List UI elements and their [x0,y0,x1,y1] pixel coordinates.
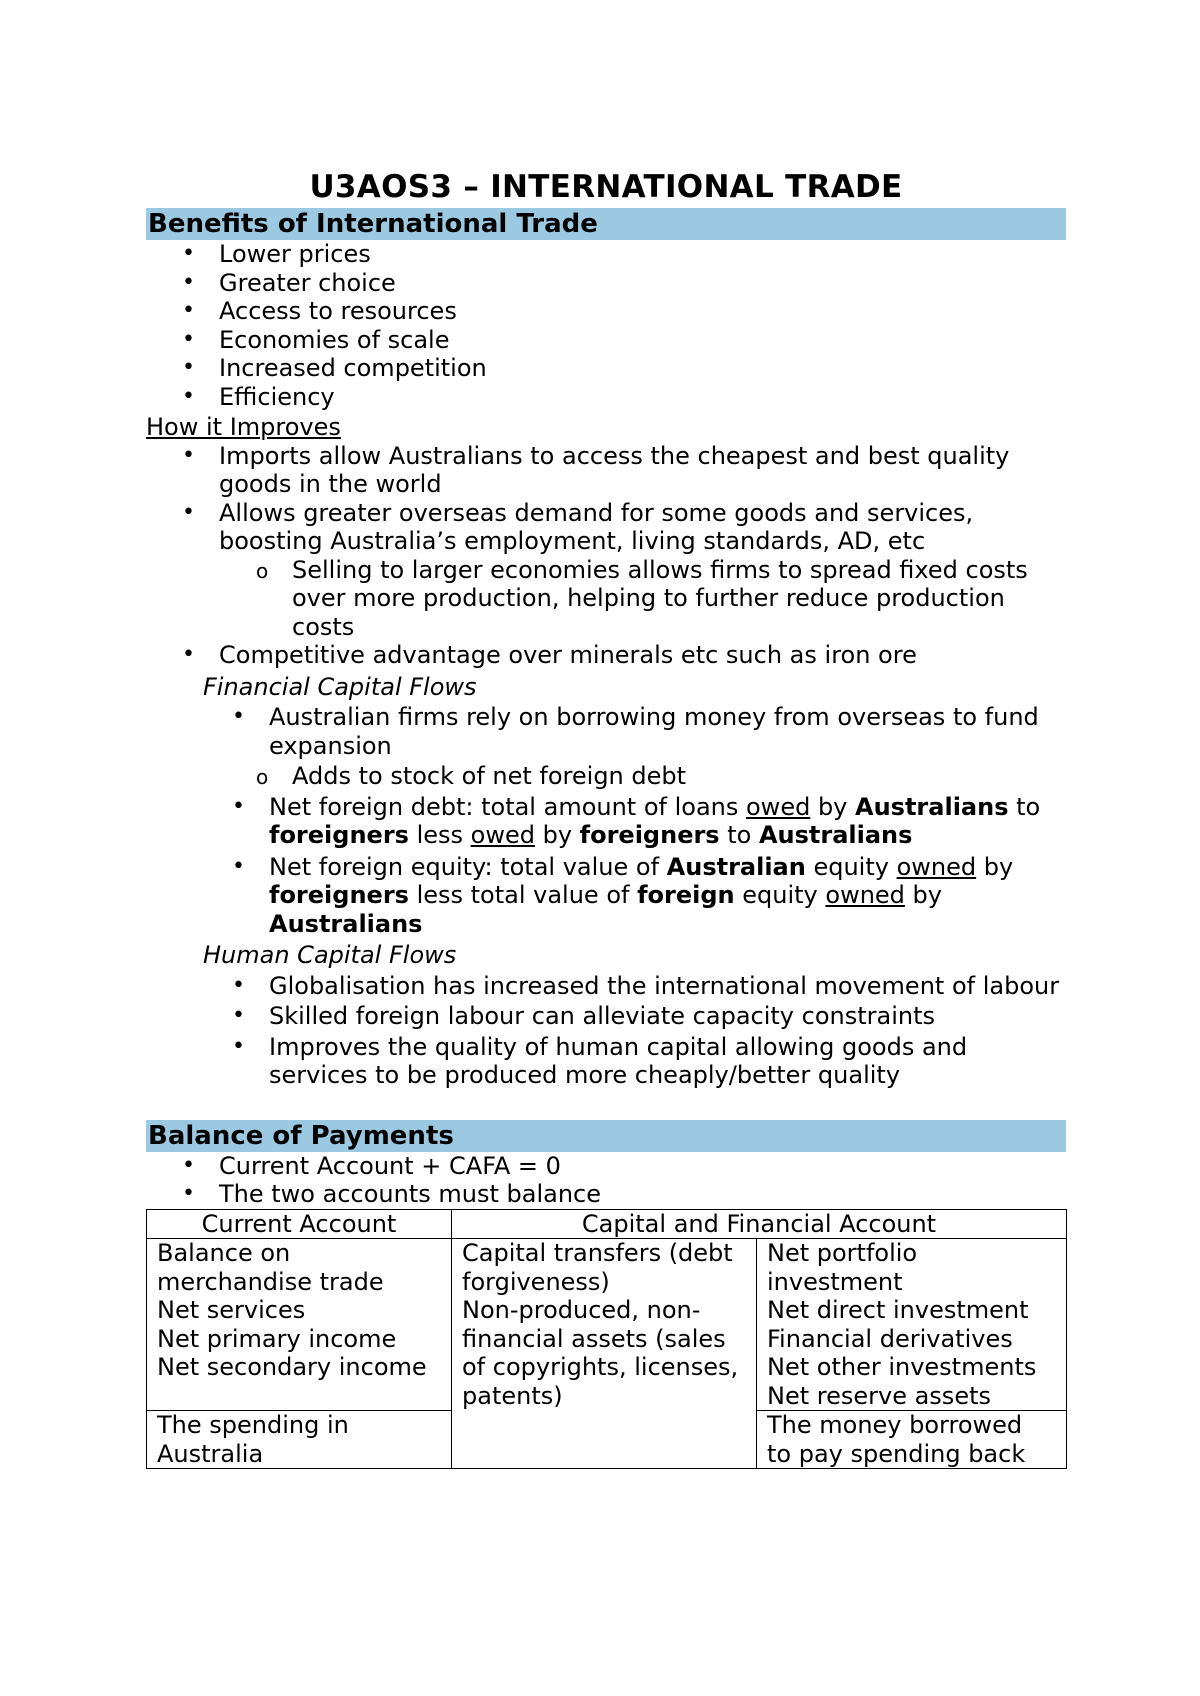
cell-line: Financial derivatives [767,1324,1013,1353]
text-run: by [904,881,942,909]
benefits-list [146,240,1066,411]
text-run: Australians [758,821,913,849]
list-item: o Selling to larger economies allows firms to spread fixed costs over more production, helping to further reduce production costs [146,556,1066,642]
how-it-improves-heading: How it Improves [146,413,341,441]
list-item: • Allows greater overseas demand for some goods and services, boosting Australia’s employment, living standards, AD, etc [146,499,1066,556]
net-foreign-debt-item [146,793,1066,850]
cell-line: Net portfolio [767,1239,918,1267]
list-item: • Competitive advantage over minerals etc such as iron ore [146,641,1066,670]
cell-line: Net reserve assets [767,1381,991,1410]
text-run: Australian [666,852,806,881]
financial-capital-heading: Financial Capital Flows [203,672,477,701]
list-item: • Globalisation has increased the international movement of labour [146,972,1066,1001]
text-run: owned [825,881,905,909]
text-run: foreigners [269,821,409,849]
financial-account-cell [757,1239,1067,1411]
list-item: • Skilled foreign labour can alleviate capacity constraints [146,1002,1066,1031]
text-run: less [408,821,471,849]
text-run: foreigners [579,821,720,849]
text-run: less total value of [408,881,638,909]
list-item: • Imports allow Australians to access the cheapest and best quality goods in the world [146,442,1066,499]
cell-line: Net services [157,1296,306,1324]
text-run: foreigners [269,881,409,909]
capital-financial-header: Capital and Financial Account [452,1209,1067,1239]
list-item: • The two accounts must balance [146,1180,1066,1209]
human-capital-heading: Human Capital Flows [203,941,457,969]
balance-of-payments-heading: Balance of Payments [146,1120,1066,1152]
text-run: equity [805,852,897,881]
text-run: owed [470,821,535,849]
list-item: • Greater choice [146,269,1066,298]
financial-list-cont [146,793,1066,939]
human-list [146,972,1066,1090]
net-foreign-equity-item [146,853,1066,939]
cell-line: Balance on [157,1239,291,1267]
list-item: • Access to resources [146,297,1066,326]
cell-line: Net other investments [767,1353,1037,1381]
text-run: foreign [637,881,735,909]
cell-line: to pay spending back [767,1439,1026,1468]
cell-line: merchandise trade [157,1267,384,1296]
financial-sublist [146,762,1066,791]
improves-list [146,442,1066,556]
list-item: o Adds to stock of net foreign debt [146,762,1066,791]
cell-line: Net primary income [157,1324,397,1353]
page-title: U3AOS3 – INTERNATIONAL TRADE [309,169,903,205]
text-run: to [719,821,759,849]
text-run: to [1008,792,1041,821]
text-run: by [534,821,580,849]
cell-line: financial assets (sales [462,1324,726,1353]
list-item: • Increased competition [146,354,1066,383]
text-run: Net foreign debt: total amount of loans [269,792,746,821]
list-item: • Improves the quality of human capital allowing goods and services to be produced more cheaply/better quality [146,1033,1066,1090]
text-run: Australians [269,909,423,938]
improves-list-cont [146,641,1066,670]
text-run: by [976,852,1014,881]
improves-sublist [146,556,1066,642]
cell-line: The spending in [157,1411,349,1439]
cell-line: Net direct investment [767,1296,1029,1324]
financial-account-footer [757,1411,1067,1469]
list-item: • Australian firms rely on borrowing money from overseas to fund expansion [146,703,1066,760]
document-page [146,166,1066,1469]
capital-account-cell [452,1239,757,1469]
cell-line: Non-produced, non- [462,1296,701,1324]
table-row [147,1239,1067,1411]
text-run: equity [734,881,826,909]
cell-line: Capital transfers (debt [462,1239,733,1267]
table-row [147,1209,1067,1239]
cell-line: of copyrights, licenses, [462,1353,739,1381]
bop-table [146,1209,1067,1470]
text-run: by [810,792,856,821]
text-run: owed [746,792,811,821]
list-item: • Economies of scale [146,326,1066,355]
cell-line: Net secondary income [157,1353,427,1381]
text-run: Net foreign equity: total value of [269,852,667,881]
bop-list [146,1152,1066,1209]
text-run: owned [896,852,977,881]
cell-line: Australia [157,1439,264,1468]
list-item: • Current Account + CAFA = 0 [146,1152,1066,1181]
list-item: • Efficiency [146,383,1066,412]
current-account-cell [147,1239,452,1411]
current-account-footer [147,1411,452,1469]
benefits-heading: Benefits of International Trade [146,208,1066,240]
financial-list [146,703,1066,760]
cell-line: patents) [462,1381,563,1410]
cell-line: investment [767,1267,903,1296]
current-account-header: Current Account [147,1209,452,1239]
list-item: • Lower prices [146,240,1066,269]
cell-line: forgiveness) [462,1267,610,1296]
cell-line: The money borrowed [767,1411,1023,1439]
text-run: Australians [855,792,1009,821]
